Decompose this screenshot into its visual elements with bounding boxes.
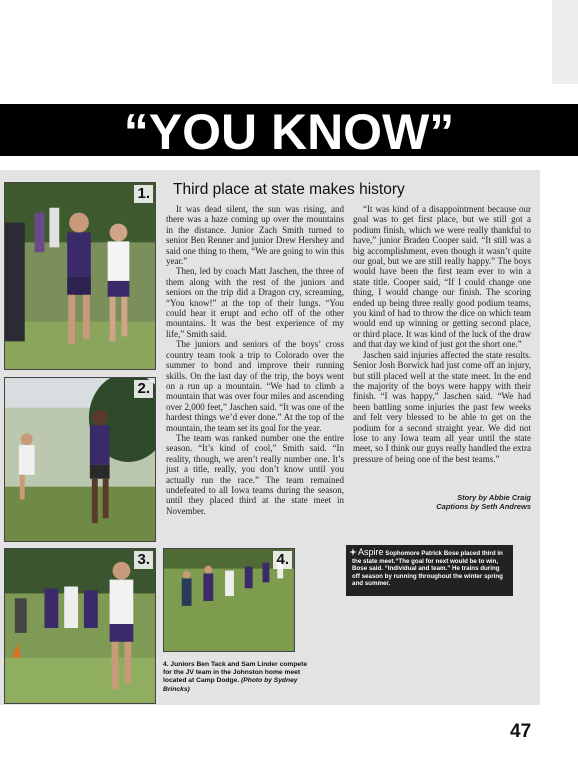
caption-text: 4. Juniors Ben Tack and Sam Linder compete for the JV team in the Johnston home meet located at Camp Dodge.: [163, 661, 308, 685]
photo-jv-runners: [163, 548, 295, 652]
article-column-1: [166, 204, 344, 516]
photo-runner-field: [4, 377, 156, 542]
title-banner: [0, 104, 578, 160]
photo-2-image: [5, 378, 155, 541]
photo-4-caption: [163, 661, 313, 694]
paragraph: The team was ranked number one the entire season. “It’s kind of cool,” Smith said. “In reality, though, we aren’t really number one. It’s just a title, really, you don’t know until you actually run the race.” The team remained undefeated to all Iowa teams during the season, until they placed third at the state meet in November.: [166, 432, 344, 516]
aspire-text: Sophomore Patrick Bose placed third in the state meet.“The goal for next would be to win, Bose said. “Individual and team.” He trains during off season by running throughout the winter spring and summer.: [352, 550, 503, 588]
photo-1-image: [5, 183, 155, 369]
paragraph: Jaschen said injuries affected the state results. Senior Josh Borwick had just come off an injury, but still placed well at the state meet. In the end the majority of the boys were happy with their finish. “I was happy,” Jaschen said. “We had been battling some injuries the past few weeks and felt very blessed to be able to get on the podium for a second straight year. We did not lose to any Iowa team all year until the state meet, so I think our guys really handled the extra pressure of being one of the best teams.”: [353, 349, 531, 464]
paragraph: The juniors and seniors of the boys’ cross country team took a trip to Colorado over the summer to bond and improve their running skills. On the last day of the trip, the boys went on a run up a mountain. “We had to climb a mountain that was over four miles and ascending over 2,000 feet,” Jaschen said. “It was one of the hardest things we’d ever done.” At the top of the mountain, the team set its goal for the year.: [166, 339, 344, 433]
photo-number-2: 2.: [134, 380, 153, 398]
aspire-label: Aspire: [358, 547, 384, 557]
photo-3-image: [5, 549, 155, 703]
photo-credit: (Photo by Sydney Brincks): [163, 677, 298, 693]
sparkle-icon: [349, 548, 357, 556]
article-column-2: [353, 204, 531, 464]
photo-number-3: 3.: [134, 551, 153, 569]
page-number: 47: [510, 721, 532, 742]
page-top: [0, 0, 578, 104]
paragraph: “It was kind of a disappointment because our goal was to get first place, but we still got a podium finish, which we were really thankful to have,” junior Braden Cooper said. “It still was a big accomplishment, even though it wasn’t quite our goal, but we are still really happy.” The boys would have been the first team ever to win a state title. Cooper said, “If I could change one thing, I would change our finish. The scoring ended up being three really good podium teams, you kind of had to throw the dice on which team would end up winning or getting second place, or third place. It was kind of the luck of the draw and that day we kind of just got the short one.”: [353, 204, 531, 350]
photo-number-4: 4.: [273, 551, 292, 569]
photo-pack-runners: [4, 548, 156, 704]
story-credit: Story by Abbie Craig: [457, 493, 531, 502]
corner-strip: [552, 0, 578, 84]
photo-number-1: 1.: [134, 185, 153, 203]
byline: [353, 493, 531, 511]
paragraph: Then, led by coach Matt Jaschen, the three of them along with the rest of the juniors and seniors on the trip did a Dragon cry, screaming, “You know!” at the top of their lungs. “You could hear it erupt and echo off of the other mountains. It was the best experience of my life,” Smith said.: [166, 266, 344, 339]
photo-runners-leading: [4, 182, 156, 370]
article-headline: Third place at state makes history: [173, 181, 405, 198]
aspire-sidebar: [346, 545, 513, 596]
captions-credit: Captions by Seth Andrews: [436, 502, 531, 511]
paragraph: It was dead silent, the sun was rising, and there was a haze coming up over the mountains in the distance. Junior Zach Smith turned to senior Ben Renner and junior Drew Hershey and said one thing to them, “We are going to win this year.”: [166, 204, 344, 267]
page-title: “YOU KNOW”: [123, 104, 455, 160]
